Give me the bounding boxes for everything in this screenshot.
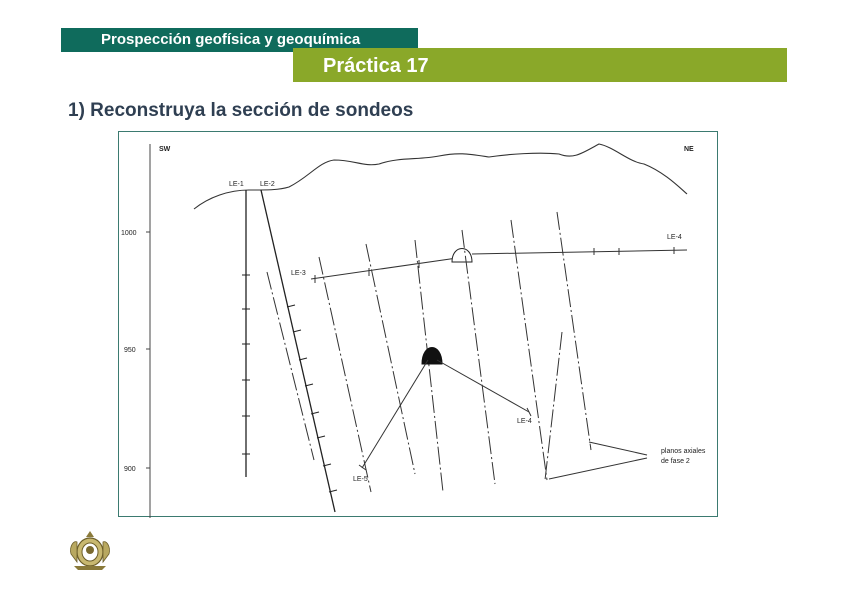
- label-le-1: LE-1: [229, 181, 244, 188]
- label-le-2: LE-2: [260, 181, 275, 188]
- label-sw: SW: [159, 146, 171, 153]
- practice-title: Práctica 17: [323, 55, 429, 77]
- label-le-4-lower: LE-4: [517, 418, 532, 425]
- elev-label-900: 900: [124, 466, 136, 473]
- label-le-4-upper: LE-4: [667, 234, 682, 241]
- task-heading: 1) Reconstruya la sección de sondeos: [68, 100, 414, 121]
- borehole-section-figure: [118, 131, 718, 517]
- borehole-le-4-lower-end: [527, 408, 531, 416]
- practice-title-bar: [293, 48, 787, 82]
- topographic-profile: [194, 144, 687, 209]
- gallery-upper: [452, 249, 472, 263]
- borehole-le-4-lower: [437, 360, 529, 412]
- annotation-arrow-1: [589, 442, 647, 455]
- annotation-arrow-2: [549, 458, 647, 479]
- borehole-le-4-upper: [472, 250, 687, 254]
- section-diagram: [119, 132, 719, 518]
- label-le-5: LE-5: [353, 476, 368, 483]
- borehole-le-5: [362, 360, 428, 468]
- label-ne: NE: [684, 146, 694, 153]
- annotation-line-1: planos axiales: [661, 448, 706, 455]
- label-le-3: LE-3: [291, 270, 306, 277]
- borehole-le-3-ticks: [315, 260, 419, 283]
- borehole-le-2: [261, 190, 335, 512]
- course-title: Prospección geofísica y geoquímica: [101, 31, 361, 48]
- university-crest-icon: [66, 528, 114, 572]
- borehole-le-3: [311, 257, 464, 279]
- elev-label-950: 950: [124, 347, 136, 354]
- elev-label-1000: 1000: [121, 230, 137, 237]
- annotation-line-2: de fase 2: [661, 458, 690, 465]
